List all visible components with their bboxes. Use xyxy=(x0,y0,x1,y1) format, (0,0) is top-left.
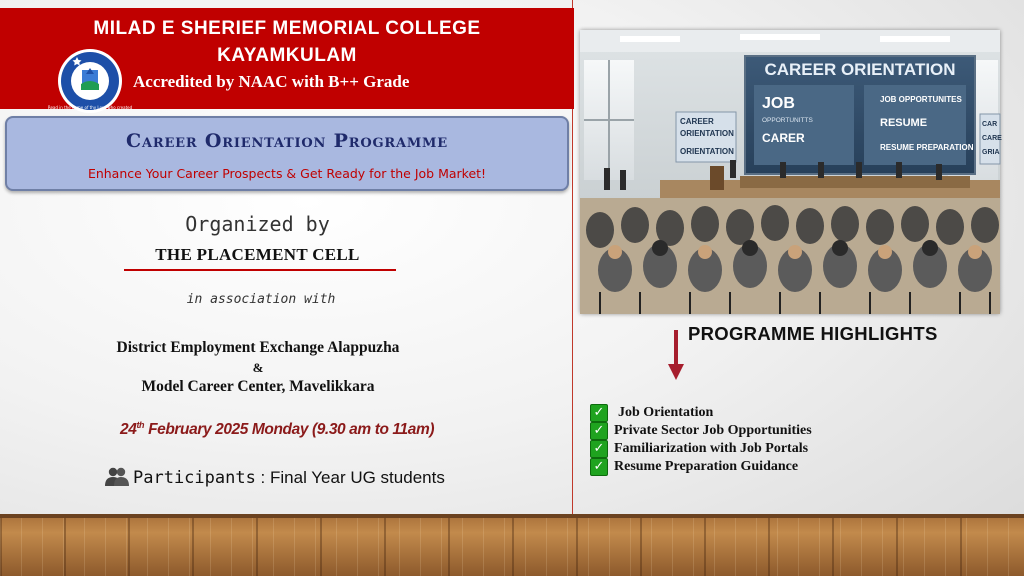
event-date xyxy=(120,420,434,439)
screen-panel-carer: CARER xyxy=(762,131,805,145)
list-item xyxy=(590,422,812,440)
checkmark-icon: ✓ xyxy=(590,422,608,440)
side-board-left-3: ORIENTATION xyxy=(680,147,734,156)
accreditation-text: Accredited by NAAC with B++ Grade xyxy=(133,72,410,91)
placement-cell-name: THE PLACEMENT CELL xyxy=(155,245,360,264)
list-item xyxy=(590,458,812,476)
checkmark-icon: ✓ xyxy=(590,458,608,476)
partner-ampersand: & xyxy=(252,360,264,375)
participants-label: Participants xyxy=(133,468,256,488)
screen-panel-resume-prep: RESUME PREPARATION xyxy=(880,143,974,152)
arrow-down-icon xyxy=(666,330,686,382)
logo-motto: Read in the name of thy Lord who created xyxy=(47,105,133,110)
list-item xyxy=(590,404,812,422)
screen-title: CAREER ORIENTATION xyxy=(764,60,956,79)
wooden-floor xyxy=(0,514,1024,576)
college-location: KAYAMKULAM xyxy=(217,45,357,66)
underline-rule xyxy=(124,269,396,271)
checkmark-icon: ✓ xyxy=(590,404,608,422)
svg-text:Read in the name of thy Lord w xyxy=(48,105,133,110)
partner-district-exchange: District Employment Exchange Alappuzha xyxy=(116,339,400,356)
programme-title: Career Orientation Programme xyxy=(126,130,448,152)
highlight-text: Familiarization with Job Portals xyxy=(614,441,809,456)
date-rest: February 2025 Monday (9.30 am to 11am) xyxy=(144,421,435,439)
programme-banner xyxy=(5,116,569,191)
college-name: MILAD E SHERIEF MEMORIAL COLLEGE xyxy=(93,18,481,39)
highlight-text: Private Sector Job Opportunities xyxy=(614,423,812,438)
side-board-left-1: CAREER xyxy=(680,117,714,126)
college-logo-icon xyxy=(47,48,133,114)
list-item xyxy=(590,440,812,458)
college-header xyxy=(0,8,574,109)
highlights-title: PROGRAMME HIGHLIGHTS xyxy=(688,323,938,344)
organized-by-label: Organized by xyxy=(185,212,330,236)
association-label: in association with xyxy=(186,292,336,307)
date-suffix: th xyxy=(136,420,145,430)
highlights-list xyxy=(590,404,812,476)
programme-tagline: Enhance Your Career Prospects & Get Ready for the Job Market! xyxy=(87,166,487,181)
screen-panel-resume: RESUME xyxy=(880,117,928,129)
seminar-hall-photo xyxy=(580,30,1000,314)
participants-line xyxy=(105,466,445,488)
people-icon xyxy=(105,466,129,486)
screen-panel-job-opportunites: JOB OPPORTUNITES xyxy=(880,95,962,104)
participants-value: Final Year UG students xyxy=(270,468,445,487)
partner-career-center: Model Career Center, Mavelikkara xyxy=(141,378,375,395)
date-day: 24 xyxy=(120,421,137,439)
highlight-text: Job Orientation xyxy=(618,405,714,420)
screen-panel-opportunities: OPPORTUNITTS xyxy=(762,117,813,124)
participants-separator: : xyxy=(255,468,270,487)
side-board-left-2: ORIENTATION xyxy=(680,129,734,138)
side-board-right-2: CARE xyxy=(982,135,1002,142)
screen-panel-job: JOB xyxy=(762,95,795,112)
side-board-right-3: GRIA xyxy=(982,149,1000,156)
checkmark-icon: ✓ xyxy=(590,440,608,458)
side-board-right-1: CAR xyxy=(982,121,998,128)
highlight-text: Resume Preparation Guidance xyxy=(614,459,799,474)
